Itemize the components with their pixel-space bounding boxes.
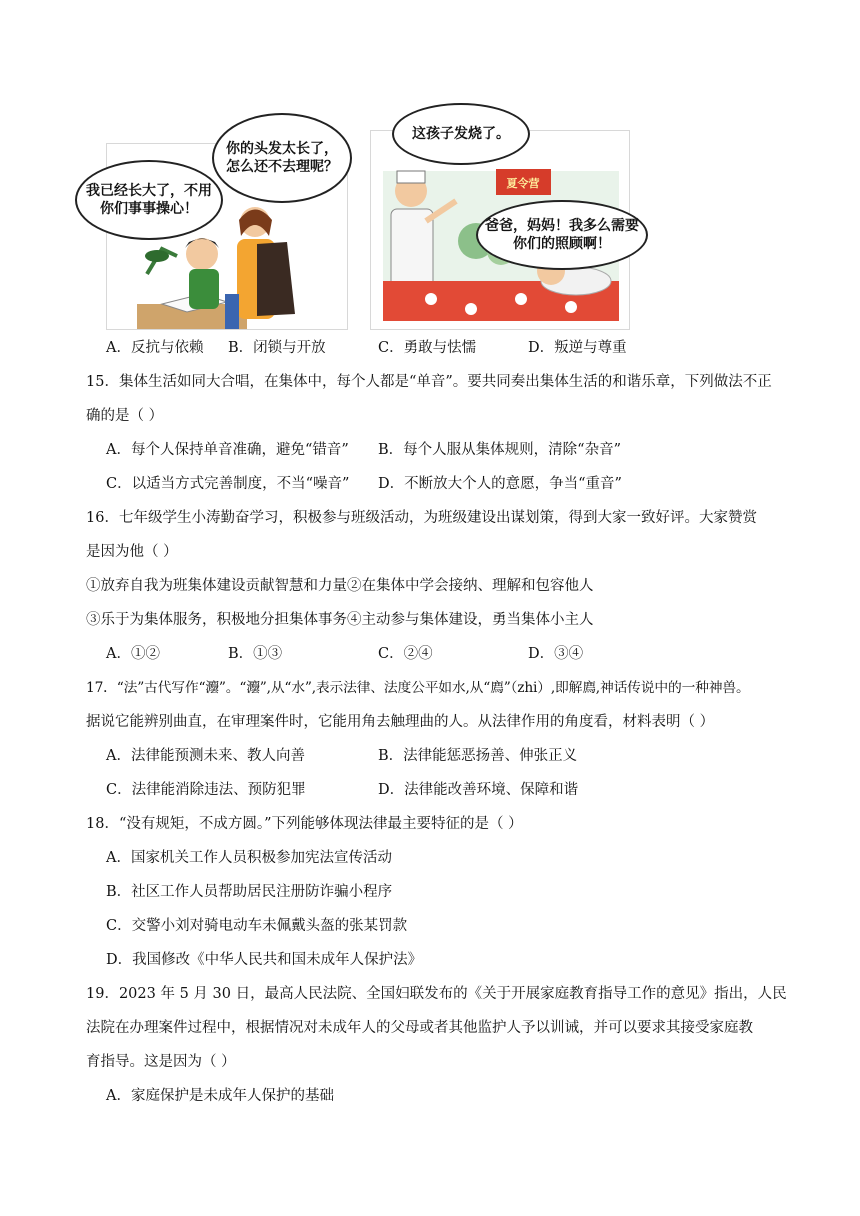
q15-stem-line1: 15．集体生活如同大合唱，在集体中，每个人都是“单音”。要共同奏出集体生活的和谐乐章，下列做法不正 [86, 374, 772, 390]
q18-option-d: D．我国修改《中华人民共和国未成年人保护法》 [106, 952, 423, 968]
q18-option-c: C．交警小刘对骑电动车未佩戴头盔的张某罚款 [106, 918, 408, 934]
q17-stem-line1: 17．“法”古代写作“灋”。“灋”,从“水”,表示法律、法度公平如水,从“廌”（zhi）,即解廌,神话传说中的一种神兽。 [86, 680, 750, 696]
q19-stem-line2: 法院在办理案件过程中，根据情况对未成年人的父母或者其他监护人予以训诫，并可以要求其接受家庭教 [86, 1020, 753, 1036]
q19-stem-line3: 育指导。这是因为（ ） [86, 1054, 236, 1070]
q16-statement1: ①放弃自我为班集体建设贡献智慧和力量②在集体中学会接纳、理解和包容他人 [86, 578, 594, 594]
q18-option-a: A．国家机关工作人员积极参加宪法宣传活动 [106, 850, 392, 866]
q16-option-c: C．②④ [378, 646, 433, 662]
q16-stem-line2: 是因为他（ ） [86, 544, 178, 560]
q14-option-d: D．叛逆与尊重 [528, 340, 627, 356]
summer-camp-sign [497, 174, 549, 194]
bubble-child-right [476, 200, 648, 270]
bubble-child-left-text: 我已经长大了，不用你们事事操心！ [86, 183, 212, 217]
q19-option-a: A．家庭保护是未成年人保护的基础 [106, 1088, 334, 1104]
q17-option-d: D．法律能改善环境、保障和谐 [378, 782, 579, 798]
q14-option-b: B．闭锁与开放 [228, 340, 326, 356]
bubble-child-right-text: 爸爸，妈妈！我多么需要你们的照顾啊！ [485, 218, 639, 252]
bubble-doctor [392, 103, 530, 165]
bubble-mother-text: 你的头发太长了，怎么还不去理呢？ [226, 141, 338, 175]
bubble-child-left [75, 160, 223, 240]
q15-option-d: D．不断放大个人的意愿，争当“重音” [378, 476, 622, 492]
q16-option-a: A．①② [106, 646, 160, 662]
bubble-mother [212, 113, 352, 203]
q15-stem-line2: 确的是（ ） [86, 408, 164, 424]
q14-option-a: A．反抗与依赖 [106, 340, 204, 356]
q17-stem-line2: 据说它能辨别曲直，在审理案件时，它能用角去触理曲的人。从法律作用的角度看，材料表明（ ） [86, 714, 715, 730]
q19-stem-line1: 19．2023 年 5 月 30 日，最高人民法院、全国妇联发布的《关于开展家庭教育指导工作的意见》指出，人民 [86, 986, 787, 1002]
q14-option-c: C．勇敢与怯懦 [378, 340, 477, 356]
bubble-doctor-text: 这孩子发烧了。 [412, 126, 510, 142]
q15-option-c: C．以适当方式完善制度，不当“噪音” [106, 476, 350, 492]
summer-camp-sign-text: 夏令营 [506, 177, 540, 190]
q15-option-a: A．每个人保持单音准确，避免“错音” [106, 442, 349, 458]
q18-stem: 18．“没有规矩，不成方圆。”下列能够体现法律最主要特征的是（ ） [86, 816, 523, 832]
q16-statement2: ③乐于为集体服务，积极地分担集体事务④主动参与集体建设，勇当集体小主人 [86, 612, 594, 628]
q16-stem-line1: 16．七年级学生小涛勤奋学习，积极参与班级活动，为班级建设出谋划策，得到大家一致好评。大家赞赏 [86, 510, 757, 526]
q18-option-b: B．社区工作人员帮助居民注册防诈骗小程序 [106, 884, 393, 900]
q16-option-b: B．①③ [228, 646, 283, 662]
q15-option-b: B．每个人服从集体规则，清除“杂音” [378, 442, 621, 458]
q17-option-c: C．法律能消除违法、预防犯罪 [106, 782, 306, 798]
q17-option-b: B．法律能惩恶扬善、伸张正义 [378, 748, 578, 764]
q16-option-d: D．③④ [528, 646, 584, 662]
q17-option-a: A．法律能预测未来、教人向善 [106, 748, 305, 764]
